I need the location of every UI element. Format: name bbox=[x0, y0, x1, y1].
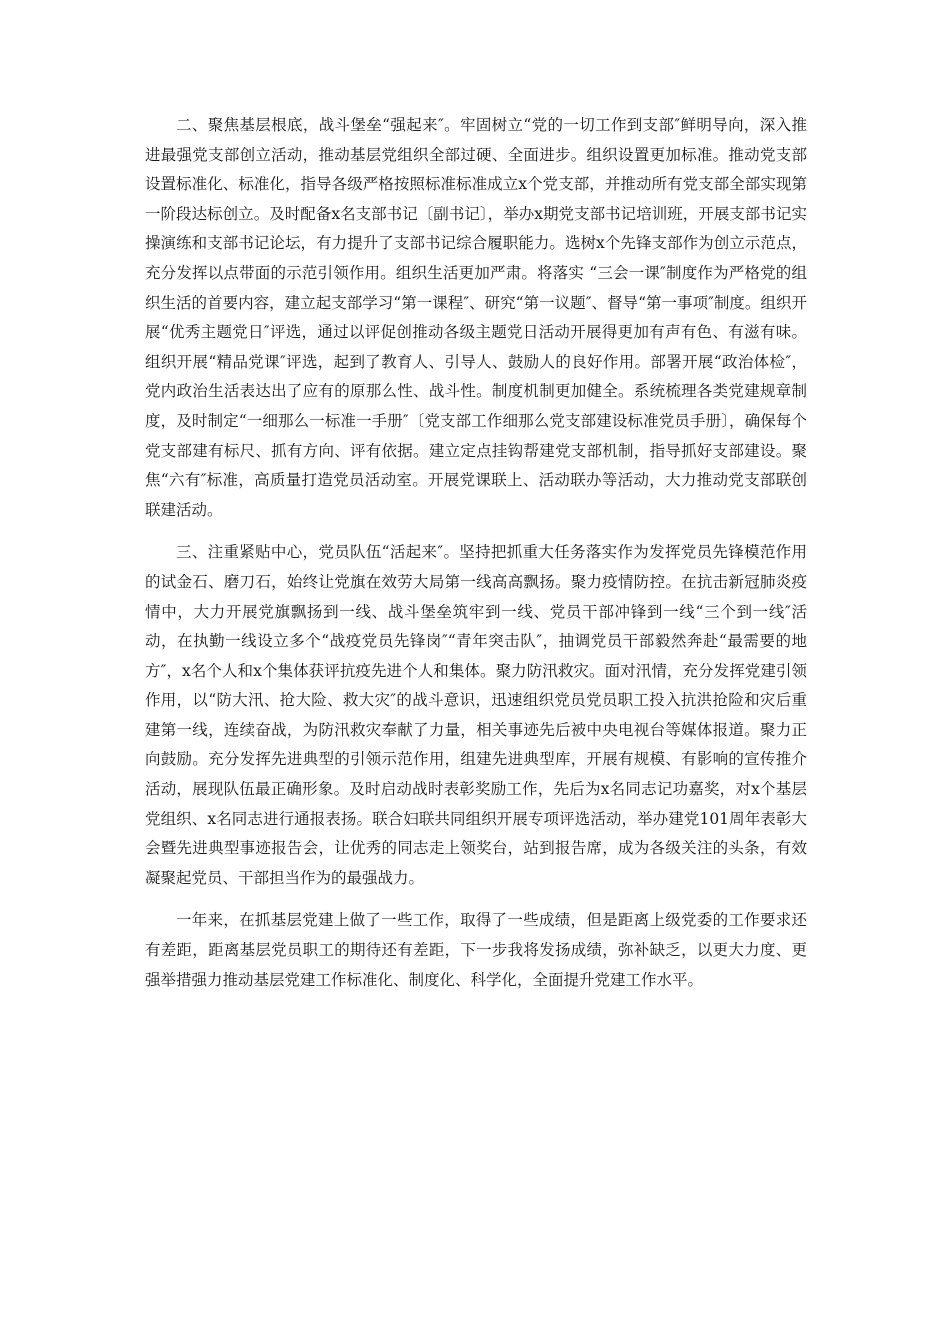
paragraph-section-two: 二、聚焦基层根底，战斗堡垒“强起来″。牢固树立“党的一切工作到支部″鲜明导向，深入推进最强党支部创立活动，推动基层党组织全部过硬、全面进步。组织设置更加标准。推动党支部设置标准化、标准化，指导各级严格按照标准标准成立x个党支部，并推动所有党支部全部实现第一阶段达标创立。及时配备x名支部书记〔副书记〕，举办x期党支部书记培训班，开展支部书记实操演练和支部书记论坛，有力提升了支部书记综合履职能力。选树x个先锋支部作为创立示范点，充分发挥以点带面的示范引领作用。组织生活更加严肃。将落实 “三会一课″制度作为严格党的组织生活的首要内容，建立起支部学习“第一课程″、研究“第一议题″、督导“第一事项″制度。组织开展“优秀主题党日″评选，通过以评促创推动各级主题党日活动开展得更加有声有色、有滋有味。组织开展“精品党课″评选，起到了教育人、引导人、鼓励人的良好作用。部署开展“政治体检″，党内政治生活表达出了应有的原那么性、战斗性。制度机制更加健全。系统梳理各类党建规章制度，及时制定“一细那么一标准一手册″〔党支部工作细那么党支部建设标准党员手册〕，确保每个党支部建有标尺、抓有方向、评有依据。建立定点挂钩帮建党支部机制，指导抓好支部建设。聚焦“六有″标准，高质量打造党员活动室。开展党课联上、活动联办等活动，大力推动党支部联创联建活动。 bbox=[145, 116, 807, 519]
paragraph-section-three: 三、注重紧贴中心，党员队伍“活起来″。坚持把抓重大任务落实作为发挥党员先锋模范作用的试金石、磨刀石，始终让党旗在效劳大局第一线高高飘扬。聚力疫情防控。在抗击新冠肺炎疫情中，大力开展党旗飘扬到一线、战斗堡垒筑牢到一线、党员干部冲锋到一线“三个到一线″活动，在执勤一线设立多个“战疫党员先锋岗″“青年突击队″，抽调党员干部毅然奔赴“最需要的地方″，x名个人和x个集体获评抗疫先进个人和集体。聚力防汛救灾。面对汛情，充分发挥党建引领作用，以“防大汛、抢大险、救大灾″的战斗意识，迅速组织党员党员职工投入抗洪抢险和灾后重建第一线，连续奋战，为防汛救灾奉献了力量，相关事迹先后被中央电视台等媒体报道。聚力正向鼓励。充分发挥先进典型的引领示范作用，组建先进典型库，开展有规模、有影响的宣传推介活动，展现队伍最正确形象。及时启动战时表彰奖励工作，先后为x名同志记功嘉奖，对x个基层党组织、x名同志进行通报表扬。联合妇联共同组织开展专项评选活动，举办建党101周年表彰大会暨先进典型事迹报告会，让优秀的同志走上领奖台，站到报告席，成为各级关注的头条，有效凝聚起党员、干部担当作为的最强战力。 bbox=[145, 543, 807, 887]
paragraph-conclusion: 一年来，在抓基层党建上做了一些工作，取得了一些成绩，但是距离上级党委的工作要求还有差距，距离基层党员职工的期待还有差距，下一步我将发扬成绩，弥补缺乏，以更大力度、更强举措强力推动基层党建工作标准化、制度化、科学化，全面提升党建工作水平。 bbox=[145, 911, 807, 989]
document-body bbox=[145, 111, 807, 995]
